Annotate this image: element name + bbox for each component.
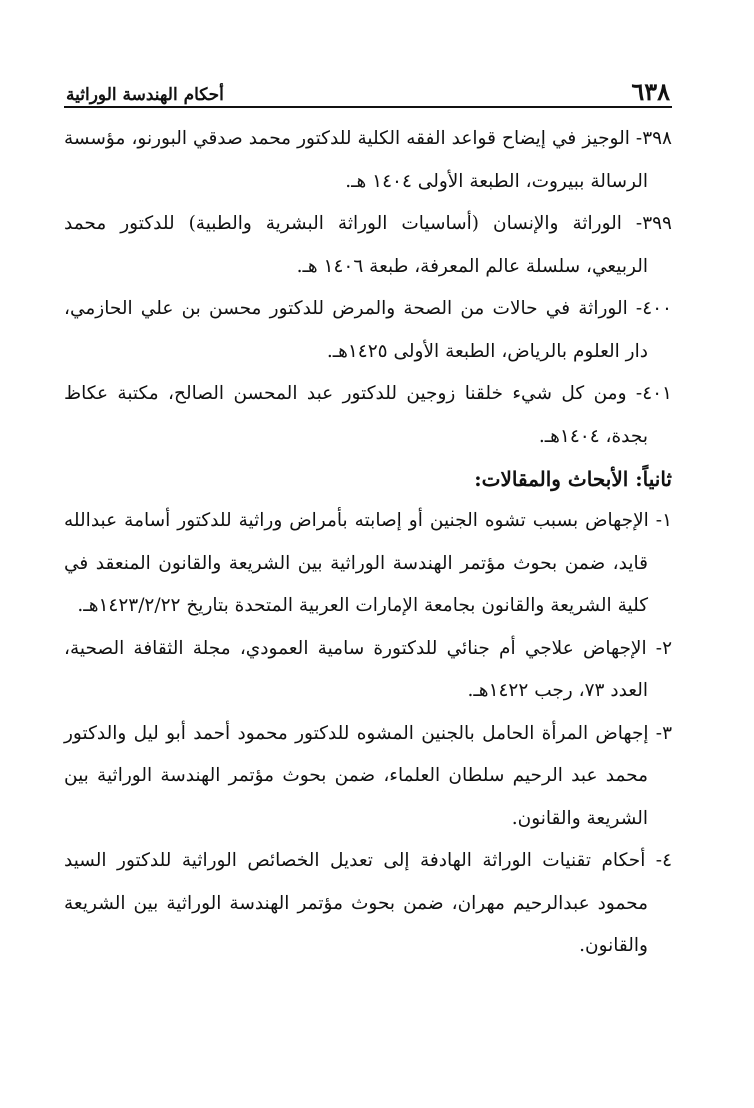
running-title: أحكام الهندسة الوراثية — [66, 85, 224, 105]
bibliography-list — [64, 118, 672, 968]
page-number: ٦٣٨ — [631, 77, 670, 106]
article-entry-2: ٢- الإجهاض علاجي أم جنائي للدكتورة سامية العمودي، مجلة الثقافة الصحية، العدد ٧٣، رجب ١٤٢٢هـ. — [64, 637, 672, 701]
bibliography-entry-398: ٣٩٨- الوجيز في إيضاح قواعد الفقه الكلية للدكتور محمد صدقي البورنو، مؤسسة الرسالة ببيروت، الطبعة الأولى ١٤٠٤ هـ. — [64, 128, 672, 192]
page-header — [64, 70, 672, 108]
article-entry-4: ٤- أحكام تقنيات الوراثة الهادفة إلى تعديل الخصائص الوراثية للدكتور السيد محمود عبدالرحيم مهران، ضمن بحوث مؤتمر الهندسة الوراثية بين الشريعة والقانون. — [64, 850, 672, 956]
bibliography-entry-400: ٤٠٠- الوراثة في حالات من الصحة والمرض للدكتور محسن بن علي الحازمي، دار العلوم بالرياض، الطبعة الأولى ١٤٢٥هـ. — [64, 298, 672, 362]
bibliography-entry-399: ٣٩٩- الوراثة والإنسان (أساسيات الوراثة البشرية والطبية) للدكتور محمد الربيعي، سلسلة عالم المعرفة، طبعة ١٤٠٦ هـ. — [64, 213, 672, 277]
bibliography-entry-401: ٤٠١- ومن كل شيء خلقنا زوجين للدكتور عبد المحسن الصالح، مكتبة عكاظ بجدة، ١٤٠٤هـ. — [64, 383, 672, 447]
book-page — [64, 70, 672, 968]
article-entry-3: ٣- إجهاض المرأة الحامل بالجنين المشوه للدكتور محمود أحمد أبو ليل والدكتور محمد عبد الرحيم سلطان العلماء، ضمن بحوث مؤتمر الهندسة الوراثية بين الشريعة والقانون. — [64, 722, 672, 829]
article-entry-1: ١- الإجهاض بسبب تشوه الجنين أو إصابته بأمراض وراثية للدكتور أسامة عبدالله قايد، ضمن بحوث مؤتمر الهندسة الوراثية بين الشريعة والقانون المنعقد في كلية الشريعة والقانون بجامعة الإمارات العربية المتحدة بتاريخ ١٤٢٣/٢/٢٢هـ. — [64, 510, 672, 616]
section-heading-research-articles: ثانياً: الأبحاث والمقالات: — [474, 467, 672, 491]
